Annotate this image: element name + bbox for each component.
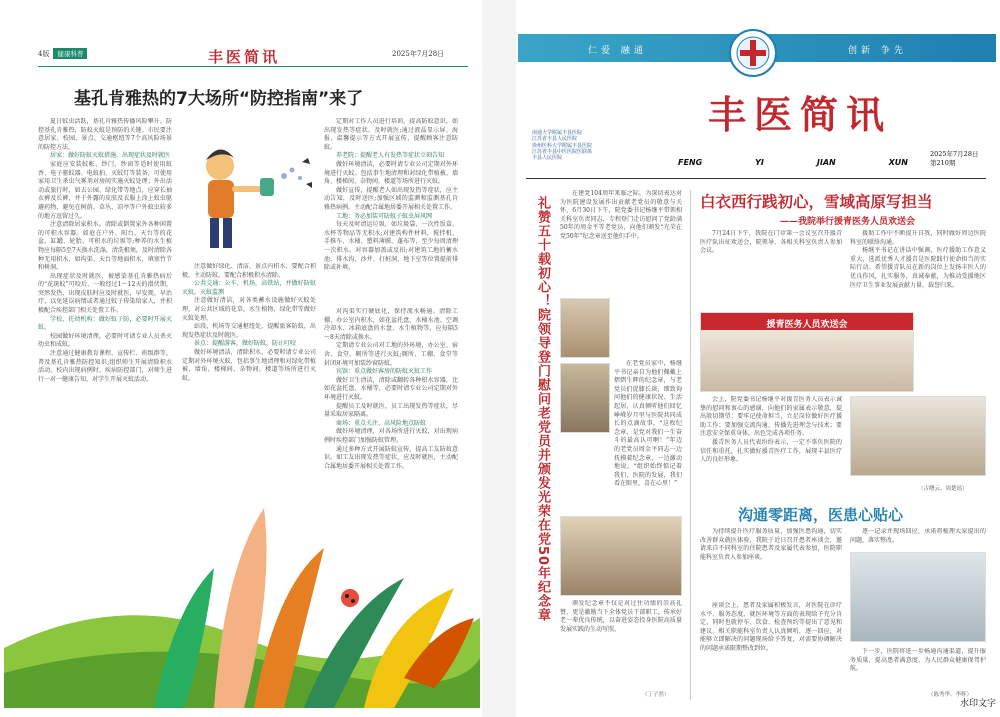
- watermark: 水印文字: [959, 699, 996, 709]
- story2-subhead: ——我院举行援青医务人员欢送会: [780, 217, 916, 227]
- person-spraying-illustration: [192, 126, 322, 256]
- story2-text-b: 援助工作中不断提升自我，同时做好周边医院科室的联络沟通。 杨继平书记在讲话中强调，医疗援助工作意义重大，选派优秀人才援青是医院践行使命担当的实际行动。希望援青队员在新的岗位上发扬丰医人的优良作风，扎实服务，真诚奉献，为推动受援地区医疗卫生事业发展贡献力量，载誉归来。: [850, 230, 986, 289]
- masthead-title: 丰医简讯: [708, 92, 893, 137]
- article-column-3: 对沟渠实行硬底化，保持流水畅通。清除工棚、办公室内积水，如花盆托盘、水桶水池、空调冷却水、冰箱底盘的水盘、水生植物等，应每隔5～8天清除或换水。 定期请专业公司对工地的外环境，办公室、宿舍、食堂、厕所等进行灭蚊;厕所、工棚、食堂等封闭环境可加装纱窗防蚊。 宾馆：重点做好客房的防蚊灭蚊工作 做好卫生清洁，清除或翻转各种积水容器，比如花盆托盘、水桶等，必要时请专业公司定期对外环境进行灭蚊。 提醒员工及时就医，员工出现发热等症状，尽量采取居家隔离。 商场：重点关注、高风险地点防蚊 做好环境清理，对各场所进行灭蚊，对出现病例时疾控部门加强防蚊管理。 通过多种方式开展防蚊宣传，提高工友防蚊意识。如工友出现发热等症状，应及时就医，主动配合属地居委开展相关处置工作。: [324, 308, 458, 470]
- page-header-left: [38, 48, 87, 59]
- story1-text-a: 在建党104周年来临之际，为深切表达对为医院建设发展作出贡献老党员的敬意与关怀，6月30日下午，院党委书记杨继平带领相关科室负责同志，专程登门走访慰问了党龄满50年的周金平等老党员，向他们颁发“光荣在党50年”纪念章送至他们手中。: [560, 190, 682, 240]
- page-number: 4版: [38, 49, 50, 58]
- left-page: [4, 8, 480, 708]
- issue-info: [930, 150, 978, 168]
- vertical-headline: 礼赞五十载初心！院领导登门慰问老党员并颁发光荣在党50年纪念章: [535, 196, 550, 623]
- story1-caption: （丁子然）: [642, 692, 670, 698]
- nature-illustration: [4, 448, 480, 708]
- story2-group-photo: [700, 312, 914, 392]
- article-column-2: 定期对工作人员进行培训，提高防蚊意识，如出现发热等症状，及时就医;通过液晶显示屏、海报、温馨提示等方式开展宣传，提醒顾客注意防蚊。 养老院：提醒老人有发热等症状立刻告知 做好环境清洁，必要时请专业公司定期对外环境进行灭蚊。包括事生地清理和对绿化带植被、墙角、楼梯间、杂物间，楼道等场所进行灭蚊。 做好宣传，提醒老人如出现发热等症状，应主动告知，及时送医;加强区域的监测和监测基孔肯雅热病例。主动配合属地居委开展相关处置工作。 工地：务必加装可防蚊子蚊虫屏风网 每天及时清运垃圾，如垃圾袋、一次性饭盒、水杯等物品等无积水;对建筑构件材料，搅拌机、手推车、水桶、塑料薄膜、蓬布等，至少每周清理一次积水。对容器加盖或反扣;对建筑工地的蓄水池、排水沟、沙井、打桩洞，地下室等位置提前排除或补填。: [324, 118, 458, 272]
- story1-photo-1: [560, 298, 610, 358]
- masthead-pinyin: FENG YI JIAN XUN: [678, 158, 908, 167]
- column-divider: [690, 190, 691, 700]
- masthead-rule: [526, 178, 986, 179]
- article-column-1: 夏日蚊虫活跃，基孔肯雅热传播风险攀升。防控基孔肯雅热，防蚊灭蚊是预防的关键。市民要注意居家、校园、景点、交通枢纽等7个高风险场景的防控方法。 居家：做好防蚊灭蚊措施，出现症状及时就医 家庭应安装蚊帐、纱门、纱窗等适时使用蚊香、电子驱蚊器、电蚊拍、灭蚊灯等装备，可使用家用卫生杀虫气雾剂对房间实施灭蚊处理；外出活动或旅行时，如去公园、绿化带等地点，应穿长袖衣裤及长裤，并于外露的皮肤及衣服上涂上蚊虫驱避药物，避免在树荫、草丛、凉亭等户外蚊虫较多的地方逗留过久。 注意清除居家积水。清除或倒置家外各种闲置的可积水容器。如庭在户外、阳台、天台等的花盆、缸罐、轮胎、可积水的垃圾等;种养的水生植物应每隔5至7天换水洗涤，清洗根须，及时清除各种无用积水，如沟渠、天台等地面积水，填塞竹节和树洞。 出现症状及时就医，被感染基孔肯雅热病后的“花斑蚊”可咬后，一般经过1～12天的潜伏期，突然发热、出现皮肤时应及时就医，早发现、早治疗，以免延误病情或者通过蚊子传染给家人，并积极配合疾控部门相关处置工作。 学校、托幼机构：做好蚊子防，必要时开展灭蚊。 校园做好环境清理，必要时可请专业人员杀灭幼虫和成蚊。 注意通过健康教育课程、宣传栏、班级群等，普及基孔肯雅热防控知识;组织师生开展清除积水活动。校内出现病例时，疾病防控部门，对师生进行一对一健康告知，对学生开展灭蚊活动。: [38, 118, 172, 383]
- story1-photo-2: [560, 363, 610, 433]
- band-slogan-right: 创新 争先: [848, 46, 907, 56]
- story1-text-b: 在老党员家中，杨继平书记亲自为他们佩戴上熠熠生辉的纪念章，与老党员们促膝长谈，细致询问他们的健康状况、生活起居，认真倾听他们回忆峥嵘岁月里与医院共同成长的点滴故事，“这枚纪念章，是党对我们一生奋斗的最高认可啊！”年迈的老党员周金平同志一边抚摸着纪念章，一边激动地说，“组织始终惦记着我们，医院的发展，我们看在眼里，喜在心里！”: [614, 360, 682, 488]
- header-rule: [38, 66, 468, 67]
- page-gutter: [482, 0, 516, 717]
- story2-headline: 白衣西行践初心，雪域高原写担当: [700, 193, 933, 211]
- story3-caption: （陈秀华、李辉）: [928, 692, 973, 698]
- story2-text-c: 会上，院党委书记杨继平对援青医务人员表示诚挚的慰问和衷心的感谢，向他们的家属表示敬意，提出殷切期望：要牢记使命担当，立足岗位做好医疗援助工作；要加强交流沟通，传播先进理念与技术；要注意安全保重身体，出色完成各项任务。 援青医务人员代表纷纷表示，一定不辜负医院的信任和重托，扎实做好援青医疗工作，展现丰县医疗人的良好形象。: [700, 396, 842, 464]
- issue-date: 2025年7月28日: [930, 150, 979, 158]
- article-column-2b: 注意做好绿化、清洁、景点内积水，要配合积极，主动防蚊，要配合积极积水清除。 公共交通：公车，机场，高铁站，并做好防蚊灭蚊，灭蚊监测 注意做好清洁，对各类蓄水设施做好灭蚊处理，对公共区域的花草，水生植物，绿化带等做好灭蚊处理。 站段，机场等交通枢纽处，提醒旅客防蚊，出现发热症状及时就医。 景点：提醒游客，做好防蚊，防止叮咬 做好环境清洁，清除积水，必要时请专业公司定期对外环境灭蚊，包括事生地清理和对绿化带植被、墙角、楼梯间、杂物间、楼道等场所进行灭蚊。: [182, 263, 316, 382]
- ladybug-icon: [341, 589, 359, 607]
- hospital-emblem-icon: [728, 28, 778, 78]
- section-tag: 健康科普: [53, 48, 87, 59]
- story3-photo: [850, 552, 986, 642]
- story2-caption: （古曙云、周楚瑶）: [918, 486, 968, 492]
- story2-photo-2: [850, 396, 986, 476]
- story3-text-d: 下一步，医院将进一步畅通沟通渠道，提升服务质量，提高患者满意度，为人民群众健康保驾护航。: [850, 648, 986, 673]
- story3-text-b: 逐一记录并现场回应，承诺将梳理大家提出的问题，落实整改。: [850, 528, 986, 544]
- article-title: 基孔肯雅热的7大场所“防控指南”来了: [74, 89, 364, 109]
- story1-photo-3: [560, 516, 682, 596]
- issue-number: 第210期: [930, 159, 956, 167]
- hosting-institutions: 南通大学附属丰县医院 江苏省丰县人民医院 徐州医科大学附属丰县医院 江苏省丰县中医医院医联体 丰县人民医院: [532, 130, 593, 162]
- story3-headline: 沟通零距离，医患心贴心: [738, 506, 904, 524]
- story2-text-a: 7月24日下午，我院在门诊第一会议室召开援青医疗队出征欢送会，院领导、各相关科室负责人参加会议。: [700, 230, 842, 255]
- story3-text-c: 座谈会上，患者及家属积极发言，对医院在诊疗水平、服务态度、就医环境等方面的表现给予充分肯定，同时也就停车、饮食、检查预约等提出了意见和建议。相关职能科室负责人认真倾听，逐一回应，对能够立即解决的问题现场给予答复，对需要协调解决的问题承诺限期整改到位。: [700, 602, 842, 652]
- band-slogan-left: 仁爱 融通: [588, 46, 647, 56]
- photo-banner-text: 援青医务人员欢送会: [766, 320, 848, 330]
- right-page: [518, 8, 996, 708]
- header-date: 2025年7月28日: [392, 50, 445, 58]
- story1-text-c: 颁发纪念章不仅是对过往功绩的崇高礼赞，更是激励当下全体党员干部职工，传承好老一辈优良传统，以奋进姿态投身医院高质量发展实践的生动写照。: [560, 600, 682, 633]
- logo-small: 丰医简讯: [208, 48, 281, 66]
- story3-text-a: 为持续提升医疗服务质量，加强医患沟通，切实改善群众就医体验，我院于近日召开患者座谈会，邀请来自不同科室的住院患者及家属代表参加，医院职能科室负责人参加座谈。: [700, 528, 842, 561]
